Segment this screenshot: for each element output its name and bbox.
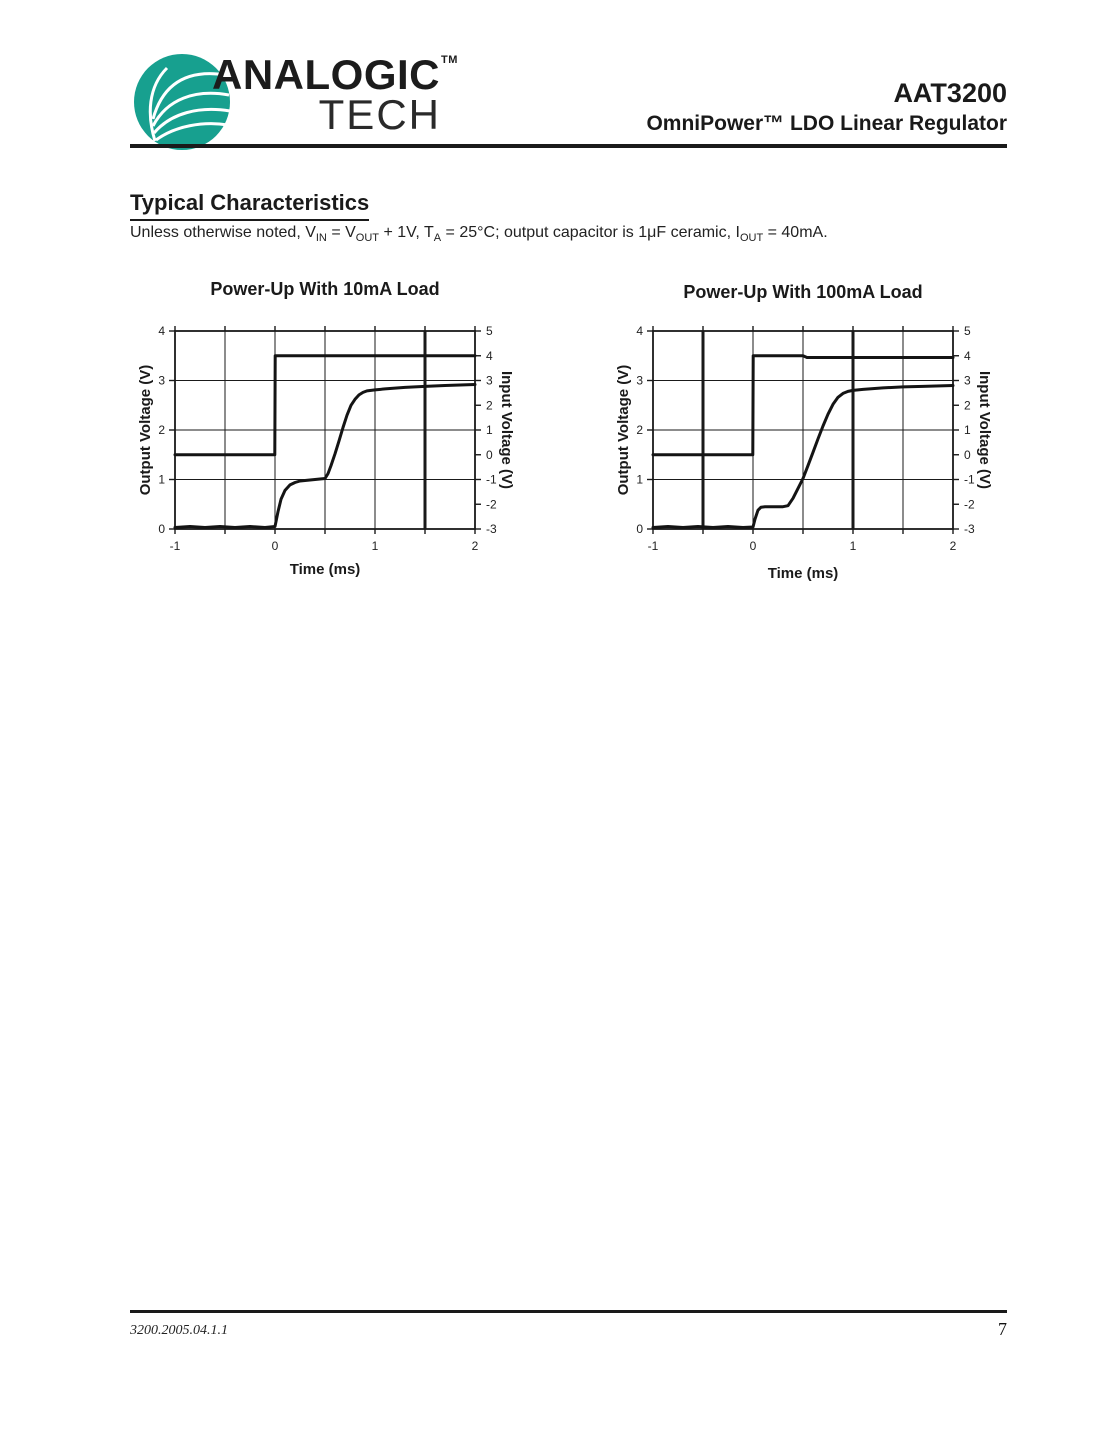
brand-name-second-line: TECH bbox=[318, 91, 441, 138]
brand-name bbox=[212, 51, 458, 98]
chart-1-right-axis-label: Input Voltage (V) bbox=[498, 370, 515, 490]
svg-text:3: 3 bbox=[964, 373, 971, 388]
brand-name-text: ANALOGIC bbox=[212, 51, 440, 98]
section-title: Typical Characteristics bbox=[130, 190, 369, 221]
svg-text:1: 1 bbox=[158, 472, 165, 487]
svg-text:4: 4 bbox=[964, 348, 971, 363]
brand-wordmark bbox=[212, 51, 458, 138]
footer-rule bbox=[130, 1310, 1007, 1313]
svg-text:0: 0 bbox=[964, 447, 971, 462]
svg-text:-3: -3 bbox=[486, 522, 497, 536]
svg-text:-1: -1 bbox=[647, 539, 659, 553]
chart-1-title: Power-Up With 10mA Load bbox=[210, 279, 440, 299]
svg-text:1: 1 bbox=[371, 539, 379, 553]
svg-text:1: 1 bbox=[636, 472, 643, 487]
svg-text:0: 0 bbox=[158, 522, 165, 536]
svg-text:4: 4 bbox=[486, 348, 493, 363]
svg-text:2: 2 bbox=[486, 398, 493, 413]
svg-text:1: 1 bbox=[964, 423, 971, 437]
svg-text:2: 2 bbox=[964, 398, 971, 413]
svg-text:0: 0 bbox=[636, 522, 643, 536]
svg-text:1: 1 bbox=[849, 539, 857, 553]
chart-2-x-axis-label: Time (ms) bbox=[767, 565, 839, 582]
chart-1-left-axis-label: Output Voltage (V) bbox=[137, 364, 154, 496]
svg-text:5: 5 bbox=[486, 324, 493, 338]
header-rule bbox=[130, 144, 1007, 148]
svg-text:3: 3 bbox=[636, 373, 643, 388]
svg-text:2: 2 bbox=[158, 423, 165, 437]
chart-2-right-axis-label: Input Voltage (V) bbox=[976, 370, 993, 490]
svg-text:0: 0 bbox=[486, 447, 493, 462]
chart-2-title: Power-Up With 100mA Load bbox=[683, 282, 923, 302]
svg-text:4: 4 bbox=[636, 324, 643, 338]
svg-text:1: 1 bbox=[486, 423, 493, 437]
chart-1-x-axis-label: Time (ms) bbox=[289, 561, 361, 578]
trademark-mark: TM bbox=[441, 54, 458, 66]
page-number: 7 bbox=[998, 1319, 1007, 1339]
svg-text:3: 3 bbox=[158, 373, 165, 388]
part-number: AAT3200 bbox=[893, 78, 1007, 108]
svg-text:3: 3 bbox=[486, 373, 493, 388]
svg-text:-2: -2 bbox=[964, 497, 975, 512]
svg-text:-1: -1 bbox=[486, 472, 497, 487]
chart-2-plot bbox=[627, 321, 979, 559]
svg-text:-2: -2 bbox=[486, 497, 497, 512]
svg-text:2: 2 bbox=[471, 539, 479, 553]
chart-2-left-axis-label: Output Voltage (V) bbox=[615, 364, 632, 496]
svg-text:4: 4 bbox=[158, 324, 165, 338]
doc-subtitle: OmniPower™ LDO Linear Regulator bbox=[646, 112, 1007, 135]
doc-id: 3200.2005.04.1.1 bbox=[130, 1323, 228, 1338]
svg-text:-1: -1 bbox=[169, 539, 181, 553]
svg-text:2: 2 bbox=[636, 423, 643, 437]
svg-text:-1: -1 bbox=[964, 472, 975, 487]
svg-text:-3: -3 bbox=[964, 522, 975, 536]
svg-text:2: 2 bbox=[949, 539, 957, 553]
chart-1-plot bbox=[149, 321, 501, 559]
conditions-line: Unless otherwise noted, $V_{IN} = V_{OUT} + 1V$, $T_A = 25^\circ C$; output capacitor is 1μF ceramic, $I_{OUT} = 40mA$. bbox=[130, 224, 828, 245]
svg-text:0: 0 bbox=[271, 539, 279, 553]
svg-text:0: 0 bbox=[749, 539, 757, 553]
svg-text:5: 5 bbox=[964, 324, 971, 338]
